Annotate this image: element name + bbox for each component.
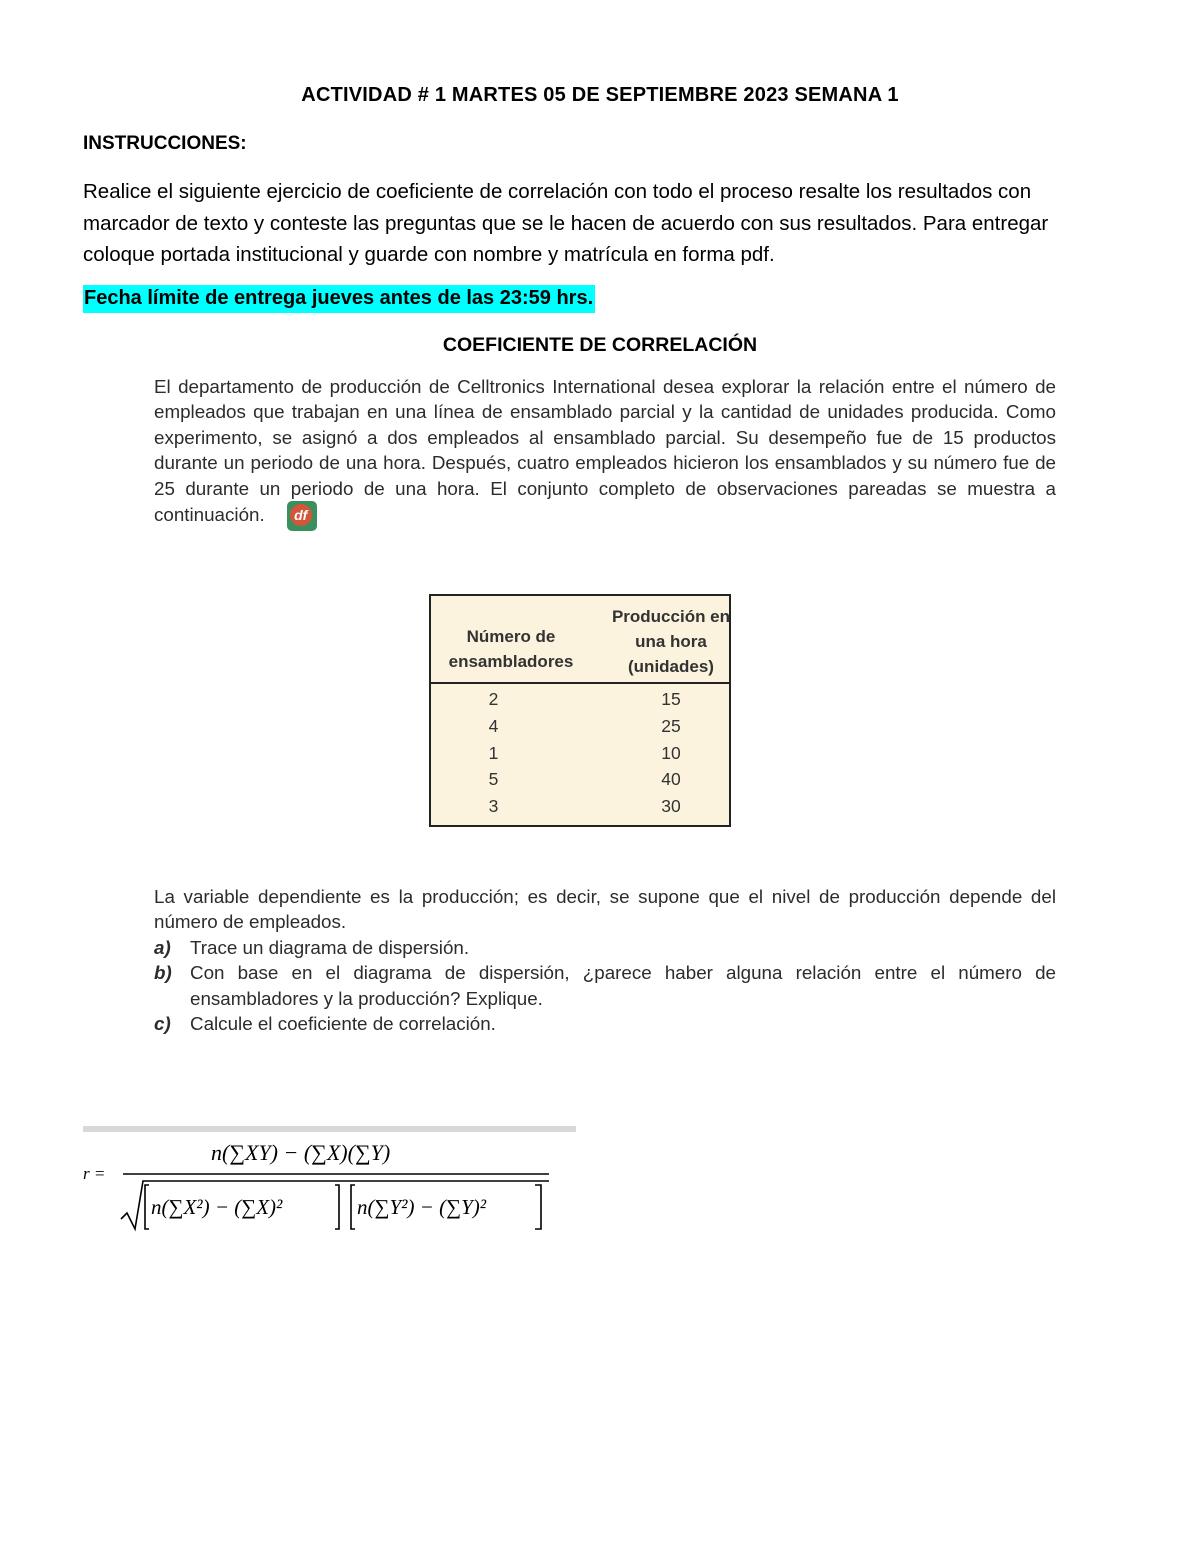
- question-item: [154, 935, 1056, 960]
- cell-production: 15: [661, 689, 681, 709]
- bracket-right-close: [535, 1185, 541, 1229]
- cell-assemblers: 5: [488, 769, 499, 790]
- instructions-heading: INSTRUCCIONES:: [83, 133, 247, 154]
- formula-denominator-left: n(∑X²) − (∑X)²: [151, 1195, 283, 1219]
- question-letter: c): [154, 1013, 171, 1035]
- bracket-right-open: [351, 1185, 355, 1229]
- correlation-formula: [83, 1133, 576, 1233]
- cell-production: 10: [661, 742, 681, 763]
- cell-production: 25: [661, 715, 681, 736]
- cell-assemblers: 4: [488, 715, 499, 736]
- table-body: [431, 688, 729, 822]
- problem-text: El departamento de producción de Celltronics International desea explorar la relación entre el número de empleados que trabajan en una línea de ensamblado parcial y la cantidad de unidades producida. Como experimento, se asignó a dos empleados al ensamblado parcial. Su desempeño fue de 15 productos durante un periodo de una hora. Después, cuatro empleados hicieron los ensamblados y su número fue de 25 durante un periodo de una hora. El conjunto completo de observaciones pareadas se muestra a continuación.: [154, 376, 1056, 526]
- table-row: [431, 795, 729, 822]
- section-title: COEFICIENTE DE CORRELACIÓN: [442, 334, 758, 356]
- instructions-body: Realice el siguiente ejercicio de coeficiente de correlación con todo el proceso resalte los resultados con marcador de texto y conteste las preguntas que se le hacen de acuerdo con sus resultados. Para entregar coloque portada institucional y guarde con nombre y matrícula en forma pdf.: [83, 180, 1049, 266]
- problem-statement: [154, 374, 1056, 531]
- cell-production: 30: [661, 796, 681, 817]
- table-header: [431, 596, 729, 684]
- bracket-left-open: [145, 1185, 149, 1229]
- formula-denominator-right: n(∑Y²) − (∑Y)²: [357, 1195, 487, 1219]
- question-text: Calcule el coeficiente de correlación.: [190, 1013, 496, 1035]
- question-item: [154, 1011, 1056, 1036]
- question-letter: a): [154, 936, 171, 958]
- df-logo-icon: [287, 501, 317, 531]
- questions-block: [154, 884, 1056, 1036]
- table-row: [431, 742, 729, 769]
- cell-assemblers: 2: [488, 689, 499, 709]
- table-row: [431, 768, 729, 795]
- cell-production: 40: [661, 769, 681, 790]
- page-title: ACTIVIDAD # 1 MARTES 05 DE SEPTIEMBRE 2023 SEMANA 1: [301, 84, 899, 106]
- deadline-highlight: Fecha límite de entrega jueves antes de las 23:59 hrs.: [83, 285, 595, 313]
- question-text: Trace un diagrama de dispersión.: [190, 936, 470, 958]
- question-text: Con base en el diagrama de dispersión, ¿parece haber alguna relación entre el número de ensambladores y la producción? Explique.: [190, 962, 1056, 1009]
- col-header-production: Producción en una hora (unidades): [611, 607, 731, 676]
- question-letter: b): [154, 962, 172, 984]
- table-row: [431, 688, 729, 715]
- formula-lhs: r =: [83, 1164, 106, 1183]
- bracket-left-close: [335, 1185, 339, 1229]
- question-item: [154, 960, 1056, 1011]
- formula-numerator: n(∑XY) − (∑X)(∑Y): [211, 1140, 391, 1165]
- cell-assemblers: 1: [488, 742, 499, 763]
- df-logo-text: df: [290, 504, 312, 526]
- table-row: [431, 715, 729, 742]
- data-table: [429, 594, 731, 827]
- questions-intro: La variable dependiente es la producción; es decir, se supone que el nivel de producción depende del número de empleados.: [154, 886, 1056, 933]
- cell-assemblers: 3: [488, 796, 499, 817]
- col-header-assemblers: Número de ensambladores: [448, 627, 574, 671]
- formula-top-rule: [83, 1126, 576, 1132]
